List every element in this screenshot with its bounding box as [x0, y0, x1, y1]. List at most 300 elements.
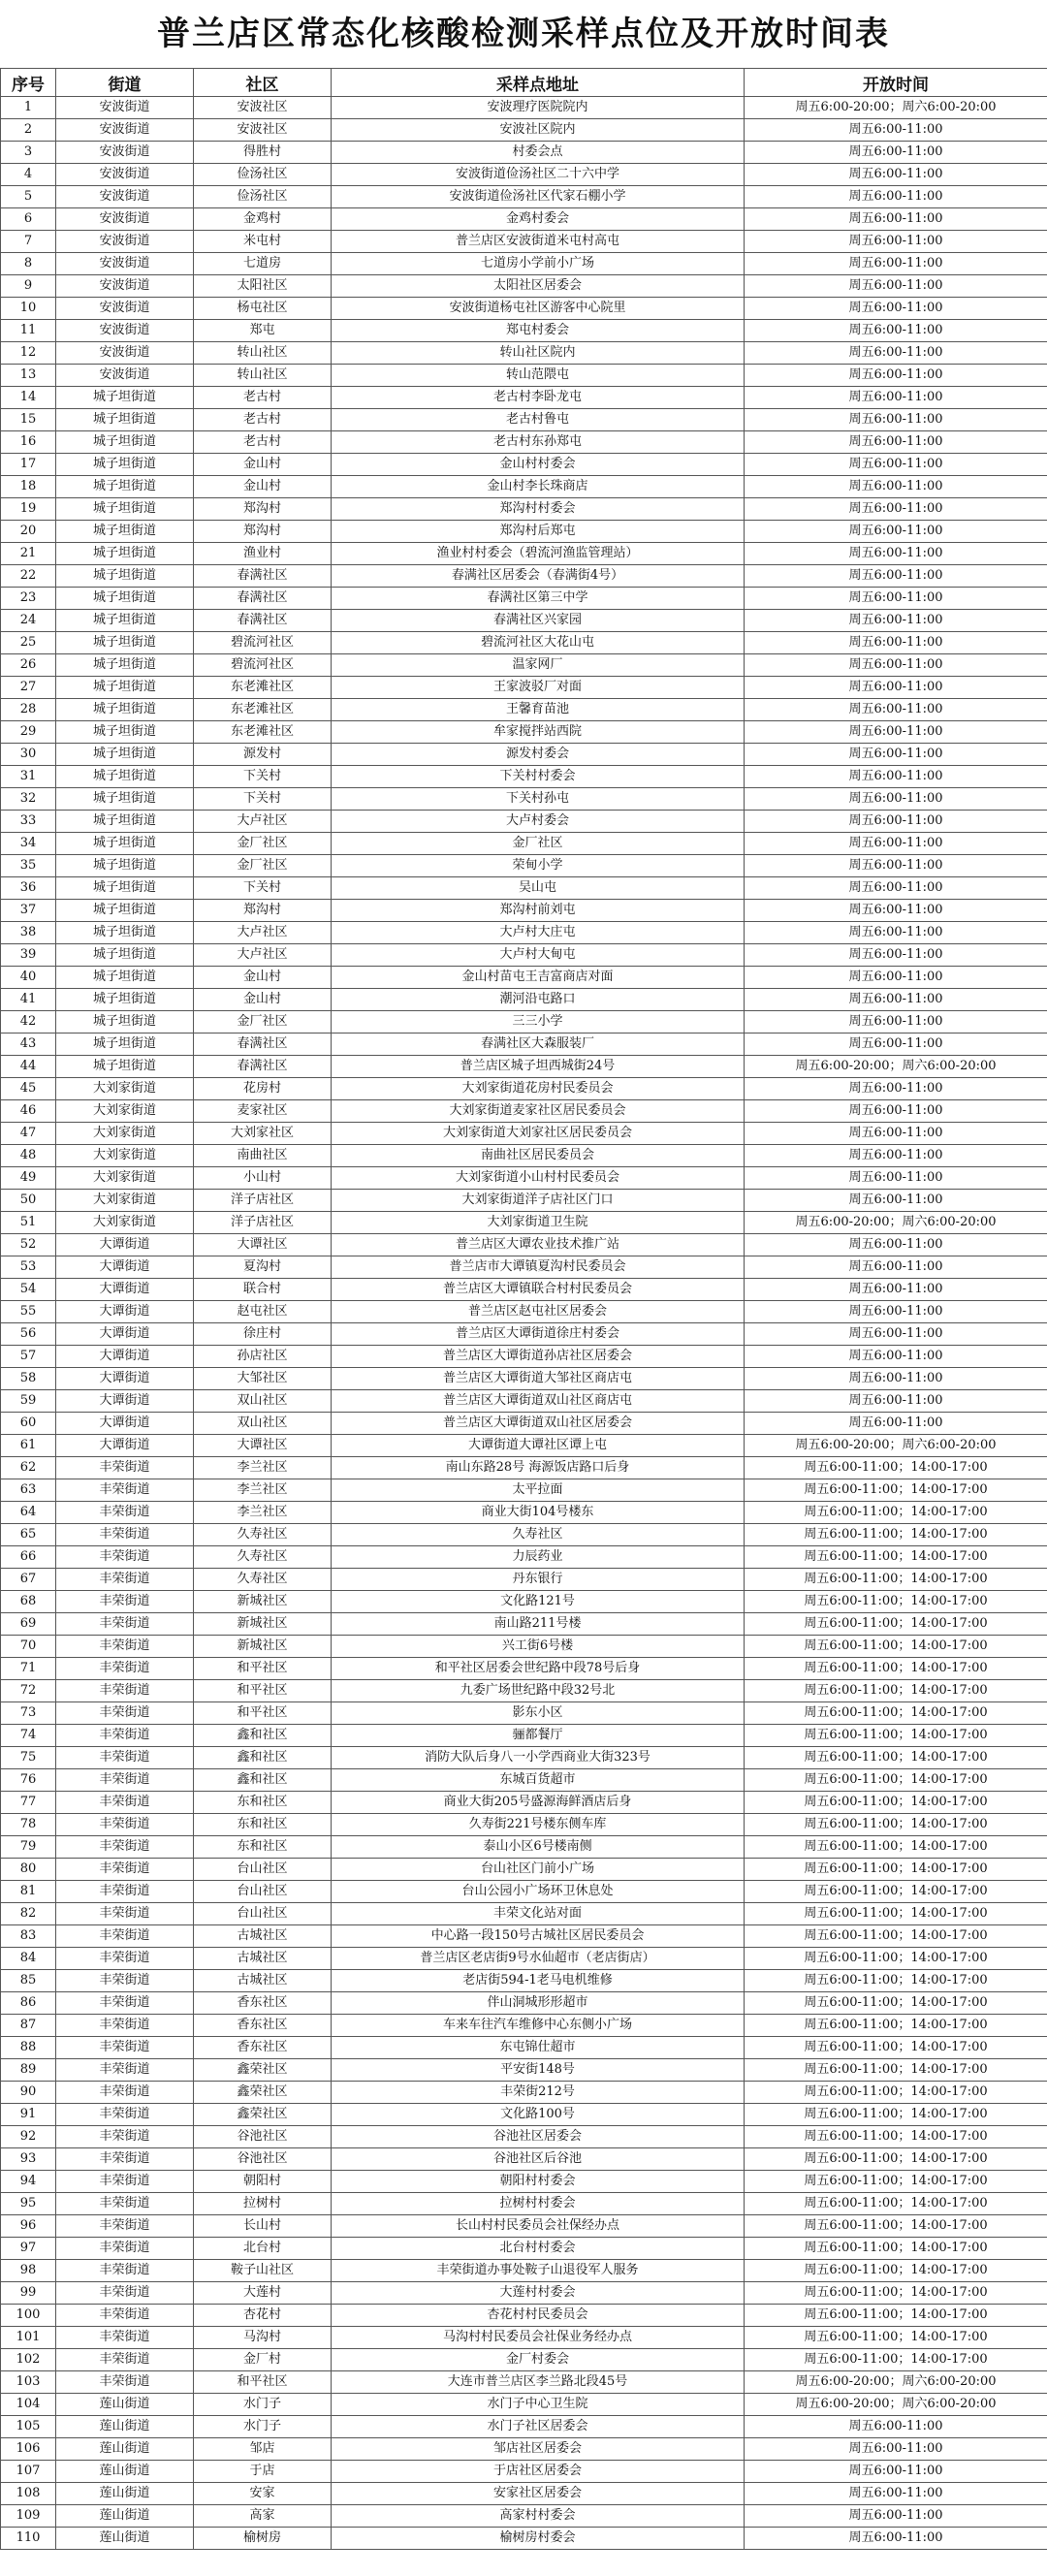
cell-index: 42 [1, 1011, 56, 1034]
cell-address: 七道房小学前小广场 [332, 253, 745, 275]
col-header-hours: 开放时间 [745, 69, 1047, 97]
cell-hours: 周五6:00-11:00 [745, 610, 1047, 632]
cell-address: 大连市普兰店区李兰路北段45号 [332, 2371, 745, 2394]
cell-street: 丰荣街道 [56, 1992, 194, 2015]
cell-index: 50 [1, 1190, 56, 1212]
cell-address: 普兰店市大谭镇夏沟村民委员会 [332, 1256, 745, 1279]
cell-address: 谷池社区后谷池 [332, 2148, 745, 2171]
table-row [1, 2483, 1047, 2505]
cell-index: 101 [1, 2327, 56, 2349]
cell-community: 春满社区 [194, 1056, 332, 1078]
cell-hours: 周五6:00-11:00；14:00-17:00 [745, 1814, 1047, 1836]
cell-index: 26 [1, 654, 56, 677]
cell-hours: 周五6:00-11:00 [745, 1279, 1047, 1301]
cell-street: 丰荣街道 [56, 1636, 194, 1658]
cell-index: 23 [1, 588, 56, 610]
cell-hours: 周五6:00-11:00 [745, 1346, 1047, 1368]
cell-street: 丰荣街道 [56, 2171, 194, 2193]
cell-community: 拉树村 [194, 2193, 332, 2215]
cell-community: 古城社区 [194, 1970, 332, 1992]
cell-community: 鑫和社区 [194, 1769, 332, 1792]
cell-community: 夏沟村 [194, 1256, 332, 1279]
cell-community: 郑沟村 [194, 498, 332, 521]
cell-hours: 周五6:00-11:00；14:00-17:00 [745, 1769, 1047, 1792]
cell-index: 12 [1, 342, 56, 365]
cell-index: 82 [1, 1903, 56, 1925]
cell-community: 渔业村 [194, 543, 332, 565]
cell-street: 安波街道 [56, 119, 194, 142]
cell-community: 大刘家社区 [194, 1123, 332, 1145]
table-row [1, 1368, 1047, 1390]
cell-address: 南曲社区居民委员会 [332, 1145, 745, 1167]
cell-index: 110 [1, 2528, 56, 2550]
cell-community: 金厂村 [194, 2349, 332, 2371]
cell-index: 76 [1, 1769, 56, 1792]
cell-hours: 周五6:00-11:00 [745, 142, 1047, 164]
cell-hours: 周五6:00-11:00 [745, 342, 1047, 365]
cell-address: 王家波驳厂对面 [332, 677, 745, 699]
table-row [1, 1123, 1047, 1145]
cell-community: 金山村 [194, 967, 332, 989]
table-row [1, 1769, 1047, 1792]
cell-index: 38 [1, 922, 56, 944]
cell-community: 榆树房 [194, 2528, 332, 2550]
cell-community: 台山社区 [194, 1903, 332, 1925]
cell-hours: 周五6:00-11:00；14:00-17:00 [745, 1747, 1047, 1769]
cell-index: 37 [1, 900, 56, 922]
table-header-row [1, 69, 1047, 97]
cell-hours: 周五6:00-11:00 [745, 543, 1047, 565]
cell-index: 74 [1, 1725, 56, 1747]
cell-hours: 周五6:00-11:00；14:00-17:00 [745, 1457, 1047, 1479]
table-row [1, 855, 1047, 877]
cell-index: 18 [1, 476, 56, 498]
table-row [1, 119, 1047, 142]
cell-hours: 周五6:00-11:00；14:00-17:00 [745, 1948, 1047, 1970]
cell-hours: 周五6:00-11:00；14:00-17:00 [745, 1680, 1047, 1702]
cell-community: 大卢社区 [194, 922, 332, 944]
cell-address: 长山村村民委员会社保经办点 [332, 2215, 745, 2238]
cell-community: 李兰社区 [194, 1502, 332, 1524]
table-row [1, 1100, 1047, 1123]
cell-community: 洋子店社区 [194, 1212, 332, 1234]
cell-address: 平安街148号 [332, 2059, 745, 2082]
cell-street: 丰荣街道 [56, 1814, 194, 1836]
cell-street: 城子坦街道 [56, 677, 194, 699]
cell-index: 47 [1, 1123, 56, 1145]
cell-community: 大卢社区 [194, 811, 332, 833]
cell-community: 鞍子山社区 [194, 2260, 332, 2282]
table-row [1, 632, 1047, 654]
cell-community: 马沟村 [194, 2327, 332, 2349]
cell-community: 源发村 [194, 744, 332, 766]
cell-community: 安波社区 [194, 119, 332, 142]
cell-street: 丰荣街道 [56, 1792, 194, 1814]
cell-hours: 周五6:00-11:00 [745, 944, 1047, 967]
cell-street: 城子坦街道 [56, 744, 194, 766]
cell-street: 丰荣街道 [56, 1881, 194, 1903]
cell-address: 潮河沿屯路口 [332, 989, 745, 1011]
cell-address: 大刘家街道麦家社区居民委员会 [332, 1100, 745, 1123]
cell-hours: 周五6:00-11:00 [745, 1011, 1047, 1034]
cell-community: 和平社区 [194, 1680, 332, 1702]
cell-street: 丰荣街道 [56, 2148, 194, 2171]
cell-address: 中心路一段150号古城社区居民委员会 [332, 1925, 745, 1948]
cell-address: 水门子社区居委会 [332, 2416, 745, 2438]
cell-hours: 周五6:00-11:00；14:00-17:00 [745, 2059, 1047, 2082]
cell-address: 消防大队后身八一小学西商业大街323号 [332, 1747, 745, 1769]
cell-hours: 周五6:00-11:00 [745, 989, 1047, 1011]
table-row [1, 164, 1047, 186]
cell-hours: 周五6:00-11:00 [745, 1100, 1047, 1123]
cell-index: 31 [1, 766, 56, 788]
cell-community: 香东社区 [194, 2015, 332, 2037]
cell-address: 普兰店区老店街9号水仙超市（老店街店） [332, 1948, 745, 1970]
cell-index: 68 [1, 1591, 56, 1613]
cell-street: 丰荣街道 [56, 2327, 194, 2349]
cell-address: 郑屯村委会 [332, 320, 745, 342]
cell-index: 75 [1, 1747, 56, 1769]
cell-hours: 周五6:00-11:00；14:00-17:00 [745, 1658, 1047, 1680]
cell-community: 和平社区 [194, 2371, 332, 2394]
cell-community: 杏花村 [194, 2305, 332, 2327]
cell-index: 97 [1, 2238, 56, 2260]
cell-hours: 周五6:00-11:00；14:00-17:00 [745, 2126, 1047, 2148]
cell-street: 丰荣街道 [56, 1457, 194, 1479]
cell-hours: 周五6:00-11:00 [745, 1190, 1047, 1212]
cell-index: 46 [1, 1100, 56, 1123]
cell-street: 丰荣街道 [56, 2126, 194, 2148]
cell-address: 普兰店区大谭街道双山社区商店屯 [332, 1390, 745, 1413]
cell-street: 莲山街道 [56, 2438, 194, 2461]
cell-address: 安波社区院内 [332, 119, 745, 142]
cell-community: 金厂社区 [194, 855, 332, 877]
table-row [1, 2126, 1047, 2148]
cell-community: 洋子店社区 [194, 1190, 332, 1212]
cell-hours: 周五6:00-11:00；14:00-17:00 [745, 2171, 1047, 2193]
cell-index: 94 [1, 2171, 56, 2193]
table-row [1, 1034, 1047, 1056]
cell-index: 54 [1, 1279, 56, 1301]
table-row [1, 521, 1047, 543]
cell-index: 45 [1, 1078, 56, 1100]
cell-hours: 周五6:00-11:00 [745, 498, 1047, 521]
table-row [1, 387, 1047, 409]
cell-street: 丰荣街道 [56, 2238, 194, 2260]
cell-hours: 周五6:00-11:00 [745, 231, 1047, 253]
cell-index: 33 [1, 811, 56, 833]
table-row [1, 588, 1047, 610]
cell-address: 源发村委会 [332, 744, 745, 766]
cell-hours: 周五6:00-11:00；14:00-17:00 [745, 1546, 1047, 1569]
cell-community: 邹店 [194, 2438, 332, 2461]
table-row [1, 2082, 1047, 2104]
cell-index: 27 [1, 677, 56, 699]
cell-hours: 周五6:00-11:00；14:00-17:00 [745, 1636, 1047, 1658]
cell-address: 下关村孙屯 [332, 788, 745, 811]
cell-hours: 周五6:00-11:00 [745, 833, 1047, 855]
table-row [1, 1970, 1047, 1992]
cell-community: 下关村 [194, 877, 332, 900]
cell-index: 11 [1, 320, 56, 342]
cell-index: 20 [1, 521, 56, 543]
cell-address: 普兰店区赵屯社区居委会 [332, 1301, 745, 1323]
table-row [1, 1613, 1047, 1636]
cell-street: 丰荣街道 [56, 2015, 194, 2037]
cell-hours: 周五6:00-11:00；14:00-17:00 [745, 1881, 1047, 1903]
cell-street: 丰荣街道 [56, 2349, 194, 2371]
cell-community: 老古村 [194, 387, 332, 409]
cell-index: 9 [1, 275, 56, 298]
cell-address: 金厂社区 [332, 833, 745, 855]
cell-hours: 周五6:00-11:00；14:00-17:00 [745, 2082, 1047, 2104]
cell-community: 台山社区 [194, 1859, 332, 1881]
cell-hours: 周五6:00-11:00；14:00-17:00 [745, 1970, 1047, 1992]
table-row [1, 253, 1047, 275]
cell-community: 米屯村 [194, 231, 332, 253]
table-row [1, 610, 1047, 632]
cell-community: 水门子 [194, 2416, 332, 2438]
table-row [1, 1479, 1047, 1502]
cell-hours: 周五6:00-11:00 [745, 2505, 1047, 2528]
cell-street: 丰荣街道 [56, 2059, 194, 2082]
cell-street: 城子坦街道 [56, 766, 194, 788]
cell-address: 渔业村村委会（碧流河渔监管理站） [332, 543, 745, 565]
table-row [1, 788, 1047, 811]
cell-address: 普兰店区大谭街道徐庄村委会 [332, 1323, 745, 1346]
cell-hours: 周五6:00-11:00；14:00-17:00 [745, 2282, 1047, 2305]
cell-address: 普兰店区大谭镇联合村村民委员会 [332, 1279, 745, 1301]
cell-index: 106 [1, 2438, 56, 2461]
cell-address: 骊都餐厅 [332, 1725, 745, 1747]
cell-address: 商业大街104号楼东 [332, 1502, 745, 1524]
cell-index: 79 [1, 1836, 56, 1859]
table-row [1, 1524, 1047, 1546]
cell-address: 普兰店区安波街道米屯村高屯 [332, 231, 745, 253]
cell-community: 下关村 [194, 766, 332, 788]
cell-street: 城子坦街道 [56, 811, 194, 833]
cell-hours: 周五6:00-11:00 [745, 365, 1047, 387]
table-row [1, 1881, 1047, 1903]
cell-hours: 周五6:00-11:00 [745, 922, 1047, 944]
cell-community: 碧流河社区 [194, 654, 332, 677]
cell-hours: 周五6:00-11:00 [745, 1323, 1047, 1346]
cell-street: 莲山街道 [56, 2416, 194, 2438]
cell-community: 春满社区 [194, 588, 332, 610]
table-row [1, 1011, 1047, 1034]
cell-street: 大谭街道 [56, 1323, 194, 1346]
table-row [1, 2059, 1047, 2082]
cell-index: 43 [1, 1034, 56, 1056]
cell-community: 久寿社区 [194, 1569, 332, 1591]
cell-hours: 周五6:00-11:00；14:00-17:00 [745, 1725, 1047, 1747]
table-row [1, 1859, 1047, 1881]
cell-index: 66 [1, 1546, 56, 1569]
cell-index: 86 [1, 1992, 56, 2015]
table-row [1, 654, 1047, 677]
cell-street: 丰荣街道 [56, 1725, 194, 1747]
table-row [1, 543, 1047, 565]
cell-community: 小山村 [194, 1167, 332, 1190]
table-row [1, 2416, 1047, 2438]
cell-index: 60 [1, 1413, 56, 1435]
cell-index: 65 [1, 1524, 56, 1546]
cell-street: 丰荣街道 [56, 1613, 194, 1636]
table-row [1, 2461, 1047, 2483]
cell-index: 105 [1, 2416, 56, 2438]
cell-hours: 周五6:00-11:00；14:00-17:00 [745, 1524, 1047, 1546]
cell-address: 老古村鲁屯 [332, 409, 745, 431]
cell-index: 90 [1, 2082, 56, 2104]
cell-community: 双山社区 [194, 1390, 332, 1413]
cell-index: 3 [1, 142, 56, 164]
cell-street: 大谭街道 [56, 1346, 194, 1368]
table-row [1, 298, 1047, 320]
table-row [1, 1190, 1047, 1212]
cell-hours: 周五6:00-11:00；14:00-17:00 [745, 1859, 1047, 1881]
cell-community: 鑫荣社区 [194, 2104, 332, 2126]
cell-hours: 周五6:00-11:00 [745, 253, 1047, 275]
cell-community: 朝阳村 [194, 2171, 332, 2193]
cell-hours: 周五6:00-11:00 [745, 588, 1047, 610]
table-row [1, 2238, 1047, 2260]
table-row [1, 1145, 1047, 1167]
cell-address: 郑沟村前刘屯 [332, 900, 745, 922]
cell-address: 老店街594-1老马电机维修 [332, 1970, 745, 1992]
cell-community: 俭汤社区 [194, 164, 332, 186]
table-row [1, 1658, 1047, 1680]
cell-community: 花房村 [194, 1078, 332, 1100]
cell-address: 郑沟村村委会 [332, 498, 745, 521]
cell-community: 老古村 [194, 431, 332, 454]
cell-community: 双山社区 [194, 1413, 332, 1435]
cell-index: 69 [1, 1613, 56, 1636]
cell-street: 城子坦街道 [56, 476, 194, 498]
cell-street: 城子坦街道 [56, 588, 194, 610]
cell-hours: 周五6:00-11:00 [745, 2416, 1047, 2438]
cell-hours: 周五6:00-11:00；14:00-17:00 [745, 2037, 1047, 2059]
cell-street: 城子坦街道 [56, 632, 194, 654]
table-row [1, 1680, 1047, 1702]
cell-index: 17 [1, 454, 56, 476]
cell-community: 俭汤社区 [194, 186, 332, 208]
cell-index: 39 [1, 944, 56, 967]
cell-address: 金鸡村委会 [332, 208, 745, 231]
cell-community: 得胜村 [194, 142, 332, 164]
cell-index: 49 [1, 1167, 56, 1190]
cell-address: 大刘家街道洋子店社区门口 [332, 1190, 745, 1212]
cell-street: 安波街道 [56, 186, 194, 208]
cell-street: 城子坦街道 [56, 900, 194, 922]
cell-index: 58 [1, 1368, 56, 1390]
table-row [1, 2193, 1047, 2215]
cell-community: 金鸡村 [194, 208, 332, 231]
table-row [1, 565, 1047, 588]
table-row [1, 1546, 1047, 1569]
cell-street: 莲山街道 [56, 2483, 194, 2505]
cell-hours: 周五6:00-11:00 [745, 1034, 1047, 1056]
cell-street: 城子坦街道 [56, 699, 194, 721]
cell-street: 城子坦街道 [56, 1034, 194, 1056]
cell-community: 联合村 [194, 1279, 332, 1301]
cell-community: 和平社区 [194, 1658, 332, 1680]
cell-community: 新城社区 [194, 1613, 332, 1636]
cell-index: 109 [1, 2505, 56, 2528]
cell-community: 古城社区 [194, 1948, 332, 1970]
cell-hours: 周五6:00-11:00 [745, 1145, 1047, 1167]
cell-street: 丰荣街道 [56, 1502, 194, 1524]
table-row [1, 2349, 1047, 2371]
cell-index: 67 [1, 1569, 56, 1591]
cell-address: 邹店社区居委会 [332, 2438, 745, 2461]
cell-hours: 周五6:00-11:00 [745, 119, 1047, 142]
table-row [1, 275, 1047, 298]
cell-community: 高家 [194, 2505, 332, 2528]
page-title: 普兰店区常态化核酸检测采样点位及开放时间表 [157, 15, 890, 53]
cell-address: 碧流河社区大花山屯 [332, 632, 745, 654]
table-row [1, 2104, 1047, 2126]
cell-community: 大谭社区 [194, 1234, 332, 1256]
cell-address: 普兰店区城子坦西城街24号 [332, 1056, 745, 1078]
cell-street: 丰荣街道 [56, 1546, 194, 1569]
cell-street: 城子坦街道 [56, 543, 194, 565]
cell-hours: 周五6:00-11:00 [745, 164, 1047, 186]
table-row [1, 699, 1047, 721]
cell-hours: 周五6:00-20:00；周六6:00-20:00 [745, 1212, 1047, 1234]
cell-index: 62 [1, 1457, 56, 1479]
cell-community: 大谭社区 [194, 1435, 332, 1457]
cell-index: 19 [1, 498, 56, 521]
cell-community: 郑沟村 [194, 900, 332, 922]
col-header-index: 序号 [1, 69, 56, 97]
cell-community: 台山社区 [194, 1881, 332, 1903]
cell-index: 53 [1, 1256, 56, 1279]
cell-community: 谷池社区 [194, 2148, 332, 2171]
table-row [1, 2260, 1047, 2282]
table-row [1, 2394, 1047, 2416]
cell-index: 30 [1, 744, 56, 766]
cell-address: 村委会点 [332, 142, 745, 164]
cell-index: 77 [1, 1792, 56, 1814]
cell-index: 71 [1, 1658, 56, 1680]
cell-street: 城子坦街道 [56, 833, 194, 855]
cell-street: 大谭街道 [56, 1301, 194, 1323]
cell-address: 东屯锦仕超市 [332, 2037, 745, 2059]
cell-address: 老古村东孙郑屯 [332, 431, 745, 454]
cell-street: 莲山街道 [56, 2528, 194, 2550]
table-row [1, 1992, 1047, 2015]
cell-street: 大刘家街道 [56, 1190, 194, 1212]
cell-street: 丰荣街道 [56, 2260, 194, 2282]
table-row [1, 2215, 1047, 2238]
cell-address: 普兰店区大谭街道孙店社区居委会 [332, 1346, 745, 1368]
table-row [1, 1569, 1047, 1591]
cell-street: 城子坦街道 [56, 1056, 194, 1078]
col-header-address: 采样点地址 [332, 69, 745, 97]
cell-address: 普兰店区大谭街道双山社区居委会 [332, 1413, 745, 1435]
table-row [1, 2148, 1047, 2171]
cell-street: 丰荣街道 [56, 1591, 194, 1613]
cell-community: 金厂社区 [194, 1011, 332, 1034]
cell-street: 大刘家街道 [56, 1100, 194, 1123]
cell-address: 大卢村大庄屯 [332, 922, 745, 944]
cell-address: 吴山屯 [332, 877, 745, 900]
cell-street: 安波街道 [56, 253, 194, 275]
cell-community: 春满社区 [194, 1034, 332, 1056]
cell-street: 城子坦街道 [56, 989, 194, 1011]
cell-hours: 周五6:00-11:00 [745, 275, 1047, 298]
cell-street: 丰荣街道 [56, 2037, 194, 2059]
